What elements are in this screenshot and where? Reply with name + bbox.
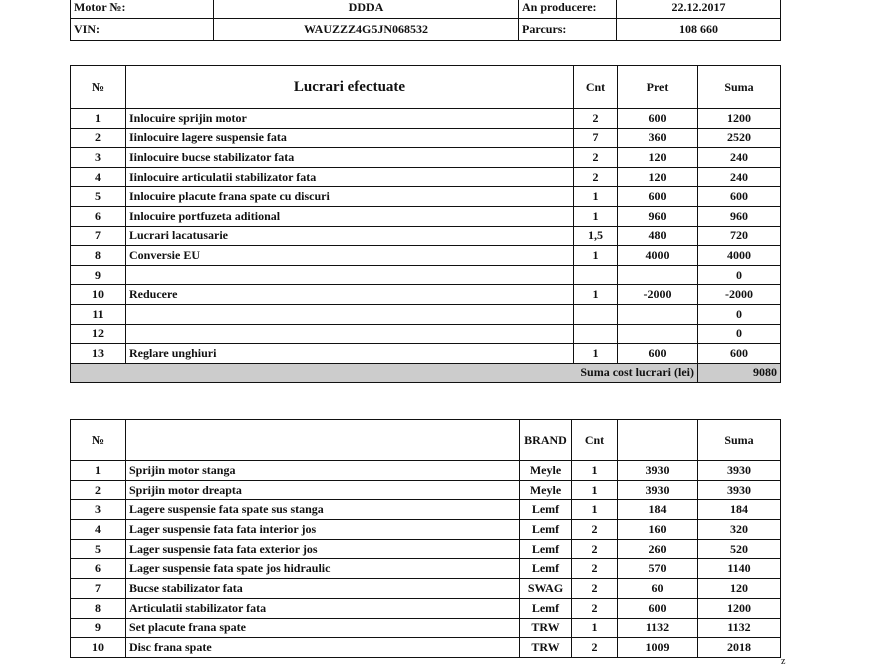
row-nr: 11 — [71, 304, 126, 324]
row-nr: 7 — [71, 226, 126, 246]
table-row — [71, 500, 781, 520]
row-nr: 5 — [71, 539, 126, 559]
row-nr: 4 — [71, 520, 126, 540]
row-qty: 1 — [572, 618, 618, 638]
row-qty — [574, 265, 618, 285]
row-price: 260 — [618, 539, 698, 559]
table-row — [71, 520, 781, 540]
row-qty: 1 — [572, 480, 618, 500]
row-qty: 7 — [574, 128, 618, 148]
row-price: -2000 — [618, 285, 698, 305]
row-price: 3930 — [618, 480, 698, 500]
row-sum: 1140 — [698, 559, 781, 579]
parts-header-row — [71, 420, 781, 461]
row-qty: 2 — [572, 579, 618, 599]
table-row — [71, 109, 781, 129]
row-sum: 240 — [698, 167, 781, 187]
year-value: 22.12.2017 — [617, 0, 781, 19]
row-nr: 9 — [71, 618, 126, 638]
row-desc: Lager suspensie fata fata interior jos — [126, 520, 520, 540]
row-qty: 1 — [574, 344, 618, 364]
parts-col-brand: BRAND — [520, 420, 572, 461]
row-desc — [126, 324, 574, 344]
row-brand: Lemf — [520, 598, 572, 618]
row-price: 160 — [618, 520, 698, 540]
row-qty: 1 — [574, 246, 618, 266]
table-row — [71, 148, 781, 168]
row-desc: Inlocuire placute frana spate cu discuri — [126, 187, 574, 207]
row-sum: 3930 — [698, 461, 781, 481]
row-nr: 1 — [71, 109, 126, 129]
table-row — [71, 344, 781, 364]
vehicle-info-table — [70, 0, 781, 41]
table-row — [71, 480, 781, 500]
row-brand: Lemf — [520, 539, 572, 559]
row-sum: 600 — [698, 344, 781, 364]
row-nr: 2 — [71, 128, 126, 148]
row-nr: 1 — [71, 461, 126, 481]
row-sum: 184 — [698, 500, 781, 520]
table-row — [71, 187, 781, 207]
table-row — [71, 285, 781, 305]
works-table — [70, 65, 781, 383]
table-row — [71, 638, 781, 658]
row-qty: 2 — [572, 520, 618, 540]
row-sum: 520 — [698, 539, 781, 559]
row-sum: 600 — [698, 187, 781, 207]
works-total-value: 9080 — [698, 363, 781, 382]
row-price: 600 — [618, 598, 698, 618]
works-col-price: Pret — [618, 66, 698, 109]
row-qty — [574, 304, 618, 324]
mileage-value: 108 660 — [617, 19, 781, 41]
row-sum: 720 — [698, 226, 781, 246]
row-qty: 2 — [574, 109, 618, 129]
row-price — [618, 324, 698, 344]
row-desc: Lager suspensie fata fata exterior jos — [126, 539, 520, 559]
table-row — [71, 304, 781, 324]
row-price: 120 — [618, 148, 698, 168]
table-row — [71, 167, 781, 187]
row-brand: Lemf — [520, 559, 572, 579]
row-price: 60 — [618, 579, 698, 599]
row-price: 1009 — [618, 638, 698, 658]
row-price: 600 — [618, 344, 698, 364]
row-nr: 3 — [71, 148, 126, 168]
table-row — [71, 206, 781, 226]
row-qty: 2 — [572, 638, 618, 658]
parts-table — [70, 419, 781, 658]
vin-label: VIN: — [71, 19, 214, 41]
row-desc: Iinlocuire bucse stabilizator fata — [126, 148, 574, 168]
works-col-nr: № — [71, 66, 126, 109]
row-nr: 7 — [71, 579, 126, 599]
parts-col-desc — [126, 420, 520, 461]
row-desc — [126, 304, 574, 324]
row-qty: 2 — [572, 559, 618, 579]
row-brand: Meyle — [520, 480, 572, 500]
works-col-sum: Suma — [698, 66, 781, 109]
row-sum: 0 — [698, 324, 781, 344]
row-brand: Lemf — [520, 500, 572, 520]
row-sum: 240 — [698, 148, 781, 168]
motor-row — [71, 0, 781, 19]
table-row — [71, 246, 781, 266]
row-sum: 0 — [698, 304, 781, 324]
row-qty: 1,5 — [574, 226, 618, 246]
row-price: 120 — [618, 167, 698, 187]
row-desc: Inlocuire sprijin motor — [126, 109, 574, 129]
row-desc: Sprijin motor dreapta — [126, 480, 520, 500]
row-desc: Lucrari lacatusarie — [126, 226, 574, 246]
works-total-row — [71, 363, 781, 382]
row-qty: 1 — [574, 285, 618, 305]
row-nr: 5 — [71, 187, 126, 207]
parts-col-price — [618, 420, 698, 461]
row-price — [618, 265, 698, 285]
table-row — [71, 265, 781, 285]
row-price: 570 — [618, 559, 698, 579]
row-desc: Disc frana spate — [126, 638, 520, 658]
row-qty: 2 — [574, 167, 618, 187]
row-desc: Iinlocuire lagere suspensie fata — [126, 128, 574, 148]
row-brand: TRW — [520, 638, 572, 658]
vin-value: WAUZZZ4G5JN068532 — [214, 19, 519, 41]
row-brand: Lemf — [520, 520, 572, 540]
row-price: 960 — [618, 206, 698, 226]
row-nr: 6 — [71, 559, 126, 579]
row-price: 600 — [618, 109, 698, 129]
row-desc: Set placute frana spate — [126, 618, 520, 638]
row-nr: 3 — [71, 500, 126, 520]
parts-col-nr: № — [71, 420, 126, 461]
row-qty — [574, 324, 618, 344]
row-desc: Bucse stabilizator fata — [126, 579, 520, 599]
table-row — [71, 128, 781, 148]
row-qty: 2 — [572, 539, 618, 559]
row-sum: 320 — [698, 520, 781, 540]
row-nr: 2 — [71, 480, 126, 500]
row-brand: Meyle — [520, 461, 572, 481]
row-brand: TRW — [520, 618, 572, 638]
parts-col-qty: Cnt — [572, 420, 618, 461]
row-price: 1132 — [618, 618, 698, 638]
row-nr: 12 — [71, 324, 126, 344]
table-row — [71, 598, 781, 618]
table-row — [71, 559, 781, 579]
works-total-label: Suma cost lucrari (lei) — [71, 363, 698, 382]
row-nr: 4 — [71, 167, 126, 187]
row-price: 600 — [618, 187, 698, 207]
row-desc: Reglare unghiuri — [126, 344, 574, 364]
motor-label: Motor №: — [71, 0, 214, 19]
table-row — [71, 618, 781, 638]
row-nr: 6 — [71, 206, 126, 226]
row-brand: SWAG — [520, 579, 572, 599]
motor-value: DDDA — [214, 0, 519, 19]
works-col-qty: Cnt — [574, 66, 618, 109]
mileage-label: Parcurs: — [519, 19, 617, 41]
row-sum: 1132 — [698, 618, 781, 638]
row-sum: 1200 — [698, 598, 781, 618]
row-sum: 0 — [698, 265, 781, 285]
row-sum: 120 — [698, 579, 781, 599]
row-sum: 3930 — [698, 480, 781, 500]
row-desc: Conversie EU — [126, 246, 574, 266]
row-nr: 10 — [71, 638, 126, 658]
vin-row — [71, 19, 781, 41]
row-desc: Lagere suspensie fata spate sus stanga — [126, 500, 520, 520]
parts-col-sum: Suma — [698, 420, 781, 461]
table-row — [71, 226, 781, 246]
row-qty: 1 — [574, 206, 618, 226]
row-sum: 4000 — [698, 246, 781, 266]
row-price: 3930 — [618, 461, 698, 481]
row-nr: 8 — [71, 598, 126, 618]
row-qty: 2 — [574, 148, 618, 168]
row-nr: 13 — [71, 344, 126, 364]
row-nr: 8 — [71, 246, 126, 266]
year-label: An producere: — [519, 0, 617, 19]
row-desc: Lager suspensie fata spate jos hidraulic — [126, 559, 520, 579]
row-qty: 1 — [574, 187, 618, 207]
row-sum: 960 — [698, 206, 781, 226]
table-row — [71, 539, 781, 559]
row-sum: 2520 — [698, 128, 781, 148]
row-desc: Sprijin motor stanga — [126, 461, 520, 481]
stray-mark: z — [781, 656, 786, 667]
row-nr: 9 — [71, 265, 126, 285]
row-desc — [126, 265, 574, 285]
table-row — [71, 461, 781, 481]
works-col-desc: Lucrari efectuate — [126, 66, 574, 109]
table-row — [71, 579, 781, 599]
row-price: 480 — [618, 226, 698, 246]
row-sum: 2018 — [698, 638, 781, 658]
row-desc: Articulatii stabilizator fata — [126, 598, 520, 618]
row-desc: Reducere — [126, 285, 574, 305]
row-qty: 2 — [572, 598, 618, 618]
row-price: 4000 — [618, 246, 698, 266]
row-desc: Iinlocuire articulatii stabilizator fata — [126, 167, 574, 187]
row-sum: -2000 — [698, 285, 781, 305]
row-price: 360 — [618, 128, 698, 148]
row-price: 184 — [618, 500, 698, 520]
row-price — [618, 304, 698, 324]
works-header-row — [71, 66, 781, 109]
row-sum: 1200 — [698, 109, 781, 129]
row-qty: 1 — [572, 461, 618, 481]
row-desc: Inlocuire portfuzeta aditional — [126, 206, 574, 226]
row-nr: 10 — [71, 285, 126, 305]
table-row — [71, 324, 781, 344]
row-qty: 1 — [572, 500, 618, 520]
